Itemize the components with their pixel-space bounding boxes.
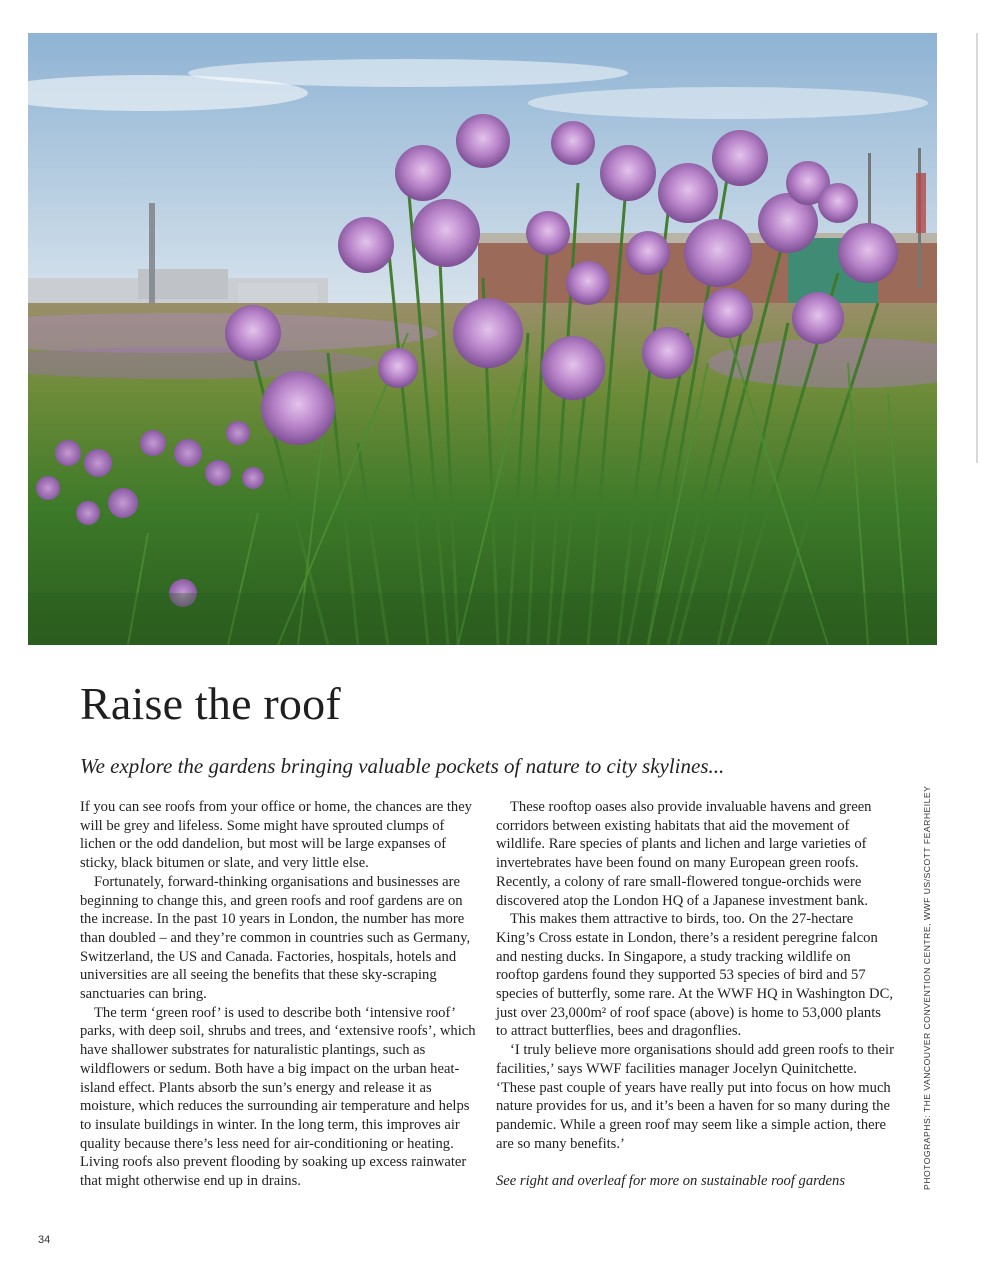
body-paragraph: The term ‘green roof’ is used to describe both ‘intensive roof’ parks, with deep soil, shrubs and trees, and ‘extensive roofs’, which have shallower substrates for naturalistic plantings, such as wildflowers or sedum. Both have a big impact on the urban heat-island effect. Plants absorb the sun’s energy and release it as moisture, which reduces the surrounding air temperature and helps to insulate buildings in winter. In the long term, this improves air quality because there’s less need for air-conditioning or heating. Living roofs also prevent flooding by soaking up excess rainwater that might otherwise end up in drains. bbox=[80, 1004, 476, 1190]
body-paragraph: This makes them attractive to birds, too. On the 27-hectare King’s Cross estate in London, there’s a resident peregrine falcon and nesting ducks. In Singapore, a study tracking wildlife on rooftop gardens found they supported 53 species of bird and 57 species of butterfly, some rare. At the WWF HQ in Washington DC, just over 23,000m² of roof space (above) is home to 53,000 plants to attract butterflies, bees and dragonflies. bbox=[496, 911, 893, 1040]
article-standfirst: We explore the gardens bringing valuable pockets of nature to city skylines... bbox=[80, 754, 725, 778]
right-column bbox=[496, 798, 894, 1191]
page-number: 34 bbox=[38, 1234, 51, 1246]
photo-credit: PHOTOGRAPHS: THE VANCOUVER CONVENTION CENTRE, WWF US/SCOTT FEARHEILEY bbox=[922, 785, 932, 1190]
chive-rooftop-photo bbox=[28, 33, 937, 645]
body-paragraph: If you can see roofs from your office or home, the chances are they will be grey and lifeless. Some might have sprouted clumps of lichen or the odd dandelion, but most will be large expanses of sticky, black bitumen or slate, and very little else. bbox=[80, 799, 472, 872]
hero-photo bbox=[28, 33, 937, 645]
edge-line bbox=[976, 33, 978, 463]
body-paragraph: Fortunately, forward-thinking organisations and businesses are beginning to change this, and green roofs and roof gardens are on the increase. In the past 10 years in London, the number has more than doubled – and they’re common in countries such as Germany, Switzerland, the US and Canada. Factories, hospitals, hotels and universities are all seeing the benefits that these sky-scraping sanctuaries can bring. bbox=[80, 873, 471, 1003]
article-signoff: See right and overleaf for more on sustainable roof gardens bbox=[496, 1173, 846, 1190]
body-paragraph: These rooftop oases also provide invaluable havens and green corridors between existing habitats that aid the movement of wildlife. Rare species of plants and lichen and large varieties of invertebrates have been found on many European green roofs. Recently, a colony of rare small-flowered tongue-orchids were discovered atop the London HQ of a Japanese investment bank. bbox=[496, 799, 872, 909]
body-paragraph: ‘I truly believe more organisations should add green roofs to their facilities,’ says WWF facilities manager Jocelyn Quinitchette. ‘These past couple of years have really put into focus on how much nature provides for us, and it’s been a haven for so many during the pandemic. While a green roof may seem like a simple action, there are so many benefits.’ bbox=[496, 1042, 894, 1152]
left-column bbox=[80, 798, 482, 1191]
article-title: Raise the roof bbox=[80, 678, 341, 729]
